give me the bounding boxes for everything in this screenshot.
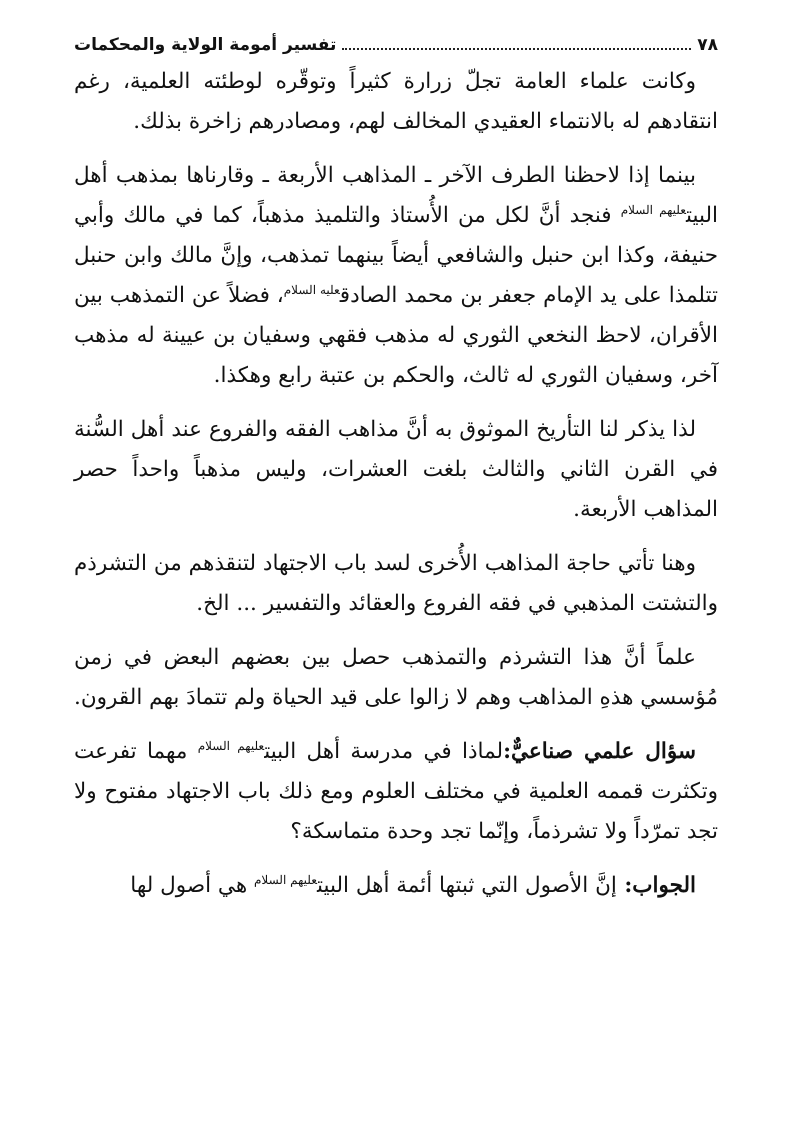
running-header bbox=[74, 32, 718, 58]
paragraph-5 bbox=[74, 638, 718, 718]
answer-paragraph bbox=[74, 866, 718, 906]
honorific-symbol: عليهم السلام bbox=[620, 202, 686, 217]
paragraph-text: وكانت علماء العامة تجلّ زرارة كثيراً وتوقّره لوطئته العلمية، رغم انتقادهم له بالانتماء العقيدي المخالف لهم، ومصادرهم زاخرة بذلك. bbox=[74, 69, 718, 134]
paragraph-text: علماً أنَّ هذا التشرذم والتمذهب حصل بين بعضهم البعض في زمن مُؤسسي هذهِ المذاهب وهم لا زالوا على قيد الحياة ولم تتمادَ بهم القرون. bbox=[74, 645, 718, 710]
paragraph-text: إنَّ الأصول التي ثبتها أئمة أهل البيت bbox=[317, 873, 617, 898]
paragraph-text: لماذا في مدرسة أهل البيت bbox=[264, 739, 504, 764]
paragraph-text: هي أصول لها bbox=[130, 873, 254, 898]
paragraph-text: وهنا تأتي حاجة المذاهب الأُخرى لسد باب الاجتهاد لتنقذهم من التشرذم والتشتت المذهبي في فقه الفروع والعقائد والتفسير ... الخ. bbox=[74, 551, 718, 616]
paragraph-text: مهما تفرعت وتكثرت قممه العلمية في مختلف العلوم ومع ذلك باب الاجتهاد مفتوح ولا تجد تمرّداً ولا تشرذماً، وإنّما تجد وحدة متماسكة؟ bbox=[74, 739, 718, 844]
paragraph-text: لذا يذكر لنا التأريخ الموثوق به أنَّ مذاهب الفقه والفروع عند أهل السُّنة في القرن الثاني والثالث بلغت العشرات، وليس مذهباً واحداً حصر المذاهب الأربعة. bbox=[74, 417, 718, 522]
paragraph-text: فنجد أنَّ لكل من الأُستاذ والتلميذ مذهباً، كما في مالك وأبي حنيفة، وكذا ابن حنبل والشافعي أيضاً بينهما تمذهب، وإنَّ مالك وابن حنبل تتلمذا على يد الإمام جعفر بن محمد الصادق bbox=[74, 203, 718, 308]
header-dot-leader bbox=[342, 48, 691, 50]
honorific-symbol: عليهم السلام bbox=[254, 872, 317, 887]
page-body bbox=[74, 62, 718, 906]
paragraph-text: بينما إذا لاحظنا الطرف الآخر ـ المذاهب الأربعة ـ وقارناها بمذهب أهل البيت bbox=[74, 163, 718, 228]
honorific-symbol: عليه السلام bbox=[283, 282, 340, 297]
paragraph-text: ، فضلاً عن التمذهب بين الأقران، لاحظ النخعي الثوري له مذهب فقهي وسفيان بن عيينة له مذهب آخر، وسفيان الثوري له ثالث، والحكم بن عتبة رابع وهكذا. bbox=[74, 283, 718, 388]
question-paragraph bbox=[74, 732, 718, 852]
paragraph-4 bbox=[74, 544, 718, 624]
answer-lead: الجواب: bbox=[616, 873, 696, 898]
question-lead: سؤال علمي صناعيٌّ: bbox=[503, 739, 696, 764]
paragraph-1 bbox=[74, 62, 718, 142]
running-title: تفسير أمومة الولاية والمحكمات bbox=[74, 35, 337, 55]
honorific-symbol: عليهم السلام bbox=[197, 738, 265, 753]
paragraph-2 bbox=[74, 156, 718, 396]
paragraph-3 bbox=[74, 410, 718, 530]
page-number: ٧٨ bbox=[697, 35, 718, 55]
